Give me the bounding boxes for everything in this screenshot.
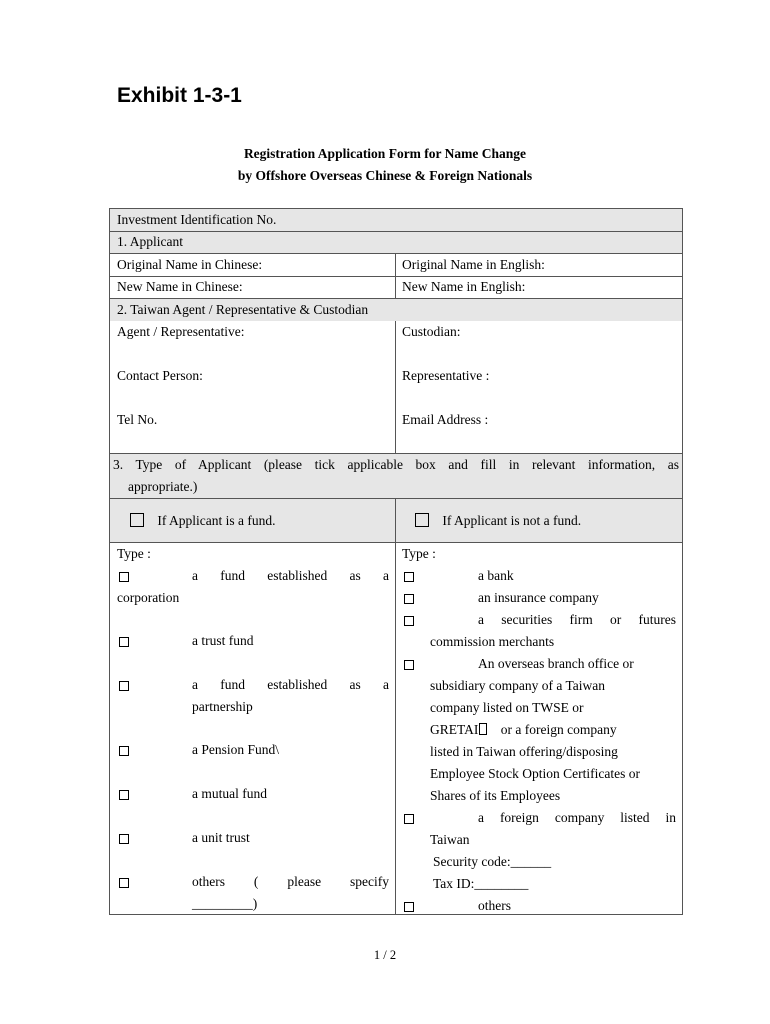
applicant-header: 1. Applicant [117, 234, 183, 249]
corporation-option-line [192, 565, 389, 587]
mutual-fund-label: a mutual fund [192, 786, 267, 801]
form-title-line-1: Registration Application Form for Name Change [243, 146, 527, 161]
pension-fund-label: a Pension Fund\ [192, 742, 280, 757]
trust-fund-checkbox[interactable] [119, 637, 129, 647]
securities-checkbox[interactable] [404, 616, 414, 626]
word: or [609, 612, 622, 627]
tel-field[interactable]: Tel No. [117, 412, 158, 427]
word: securities [501, 612, 553, 627]
word: fund [220, 677, 245, 692]
word: a [192, 568, 198, 583]
original-name-chinese-field[interactable]: Original Name in Chinese: [117, 257, 263, 272]
others-fund-specify-field[interactable]: _________) [192, 896, 258, 911]
tax-id-field[interactable]: Tax ID:________ [433, 876, 529, 891]
form-title-line-2: by Offshore Overseas Chinese & Foreign Nationals [237, 168, 533, 183]
word: specify [350, 874, 389, 889]
word: please [287, 874, 322, 889]
agent-block [110, 321, 682, 454]
overseas-line-6: Employee Stock Option Certificates or [430, 766, 640, 781]
word: a [383, 568, 389, 583]
insurance-checkbox[interactable] [404, 594, 414, 604]
new-name-row [110, 277, 682, 299]
custodian-field[interactable]: Custodian: [402, 324, 461, 339]
securities-cont: commission merchants [430, 634, 555, 649]
word: futures [638, 612, 676, 627]
securities-line [478, 609, 676, 631]
nonfund-option[interactable] [415, 510, 581, 532]
word: company [554, 810, 605, 825]
foreign-company-cont: Taiwan [430, 832, 470, 847]
word: a [478, 612, 484, 627]
word: a [192, 677, 198, 692]
unit-trust-label: a unit trust [192, 830, 250, 845]
bank-label: a bank [478, 568, 514, 583]
original-name-english-field[interactable]: Original Name in English: [402, 257, 545, 272]
column-divider-names [395, 254, 396, 299]
partnership-option-line [192, 674, 389, 696]
partnership-checkbox[interactable] [119, 681, 129, 691]
corporation-checkbox[interactable] [119, 572, 129, 582]
overseas-line-7: Shares of its Employees [430, 788, 561, 803]
unit-trust-checkbox[interactable] [119, 834, 129, 844]
type-header-line-1 [113, 454, 679, 476]
word: established [267, 568, 328, 583]
exhibit-heading: Exhibit 1-3-1 [117, 84, 242, 107]
foreign-company-checkbox[interactable] [404, 814, 414, 824]
partnership-option-cont: partnership [192, 699, 253, 714]
agent-header: 2. Taiwan Agent / Representative & Custodian [117, 302, 369, 317]
new-name-english-field[interactable]: New Name in English: [402, 279, 526, 294]
word: firm [569, 612, 593, 627]
foreign-company-text: or a foreign company [500, 722, 617, 737]
overseas-line-4 [430, 719, 617, 741]
new-name-chinese-field[interactable]: New Name in Chinese: [117, 279, 243, 294]
missing-glyph-box [479, 723, 487, 735]
mutual-fund-checkbox[interactable] [119, 790, 129, 800]
overseas-line-3: company listed on TWSE or [430, 700, 584, 715]
applicant-header-row [110, 232, 682, 254]
column-divider-types [395, 499, 396, 915]
others-fund-checkbox[interactable] [119, 878, 129, 888]
investment-id-label: Investment Identification No. [117, 212, 277, 227]
overseas-line-5: listed in Taiwan offering/disposing [430, 744, 618, 759]
pension-fund-checkbox[interactable] [119, 746, 129, 756]
fund-option-row [110, 499, 682, 543]
fund-option-label: If Applicant is a fund. [157, 513, 276, 528]
word: ( [253, 874, 259, 889]
investment-id-row [110, 209, 682, 232]
trust-fund-label: a trust fund [192, 633, 254, 648]
word: as [349, 568, 361, 583]
word: a [383, 677, 389, 692]
agent-representative-field[interactable]: Agent / Representative: [117, 324, 245, 339]
bank-checkbox[interactable] [404, 572, 414, 582]
word: as [349, 677, 361, 692]
security-code-field[interactable]: Security code:______ [433, 854, 552, 869]
others-nonfund-checkbox[interactable] [404, 902, 414, 912]
email-field[interactable]: Email Address : [402, 412, 489, 427]
fund-checkbox[interactable] [130, 513, 144, 527]
contact-person-field[interactable]: Contact Person: [117, 368, 203, 383]
nonfund-option-label: If Applicant is not a fund. [442, 513, 582, 528]
word: a [478, 810, 484, 825]
column-divider-agent [395, 321, 396, 454]
word: established [267, 677, 328, 692]
fund-type-label: Type : [117, 546, 151, 561]
word: foreign [499, 810, 539, 825]
gretai-text: GRETAI [430, 722, 479, 737]
nonfund-type-label: Type : [402, 546, 436, 561]
page-number: 1 / 2 [373, 948, 397, 962]
word: listed [620, 810, 650, 825]
fund-option[interactable] [130, 510, 275, 532]
type-header-text: 3. Type of Applicant (please tick applicable box and fill in relevant information, as [113, 457, 679, 472]
registration-form [109, 208, 683, 915]
type-header-row [110, 454, 682, 499]
overseas-line-1: An overseas branch office or [478, 656, 634, 671]
foreign-company-line [478, 807, 676, 829]
nonfund-checkbox[interactable] [415, 513, 429, 527]
others-fund-line [192, 871, 389, 893]
type-header-line-2: appropriate.) [128, 479, 198, 494]
original-name-row [110, 254, 682, 277]
agent-header-row [110, 299, 682, 321]
overseas-branch-checkbox[interactable] [404, 660, 414, 670]
insurance-label: an insurance company [478, 590, 599, 605]
others-nonfund-label: others [478, 898, 511, 913]
representative-field[interactable]: Representative : [402, 368, 490, 383]
word: fund [220, 568, 245, 583]
word: others [192, 874, 225, 889]
overseas-line-2: subsidiary company of a Taiwan [430, 678, 606, 693]
corporation-option-cont: corporation [117, 590, 180, 605]
word: in [665, 810, 676, 825]
